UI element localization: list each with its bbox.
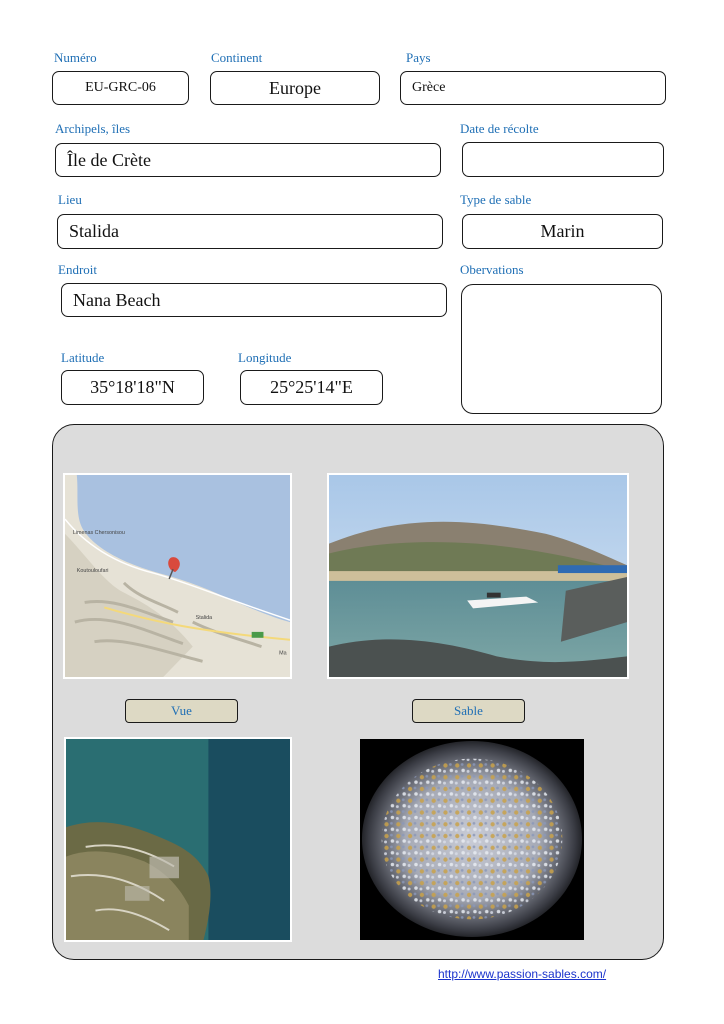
lieu-field[interactable]: Stalida (57, 214, 443, 249)
archipels-field[interactable]: Île de Crète (55, 143, 441, 177)
longitude-label: Longitude (238, 350, 292, 365)
map-label: Limenas Chersonisou (72, 529, 125, 536)
endroit-label: Endroit (58, 262, 97, 277)
pays-field[interactable]: Grèce (400, 71, 666, 105)
lieu-label: Lieu (58, 192, 82, 207)
observations-field[interactable] (461, 284, 662, 414)
continent-label: Continent (211, 50, 263, 65)
map-label: Stalida (195, 615, 213, 622)
latitude-field[interactable]: 35°18'18"N (61, 370, 204, 405)
endroit-field[interactable]: Nana Beach (61, 283, 447, 317)
latitude-label: Latitude (61, 350, 105, 365)
type-sable-field[interactable]: Marin (462, 214, 663, 249)
continent-field[interactable]: Europe (210, 71, 380, 105)
beach-photo[interactable] (327, 473, 629, 679)
type-sable-label: Type de sable (460, 192, 532, 207)
date-recolte-field[interactable] (462, 142, 664, 177)
map-label: Koutouloufari (76, 568, 109, 575)
location-map-image[interactable] (63, 473, 292, 679)
pays-label: Pays (406, 50, 431, 65)
observations-label: Obervations (460, 262, 524, 277)
numero-field[interactable]: EU-GRC-06 (52, 71, 189, 105)
sand-sample-image[interactable] (358, 737, 586, 942)
satellite-view-image[interactable] (64, 737, 292, 942)
vue-button[interactable]: Vue (125, 699, 238, 723)
website-link[interactable]: http://www.passion-sables.com/ (438, 967, 607, 981)
longitude-field[interactable]: 25°25'14"E (240, 370, 383, 405)
date-recolte-label: Date de récolte (460, 121, 539, 136)
numero-label: Numéro (54, 50, 97, 65)
sable-button[interactable]: Sable (412, 699, 525, 723)
archipels-label: Archipels, îles (55, 121, 131, 136)
map-label: Ma (279, 650, 287, 657)
